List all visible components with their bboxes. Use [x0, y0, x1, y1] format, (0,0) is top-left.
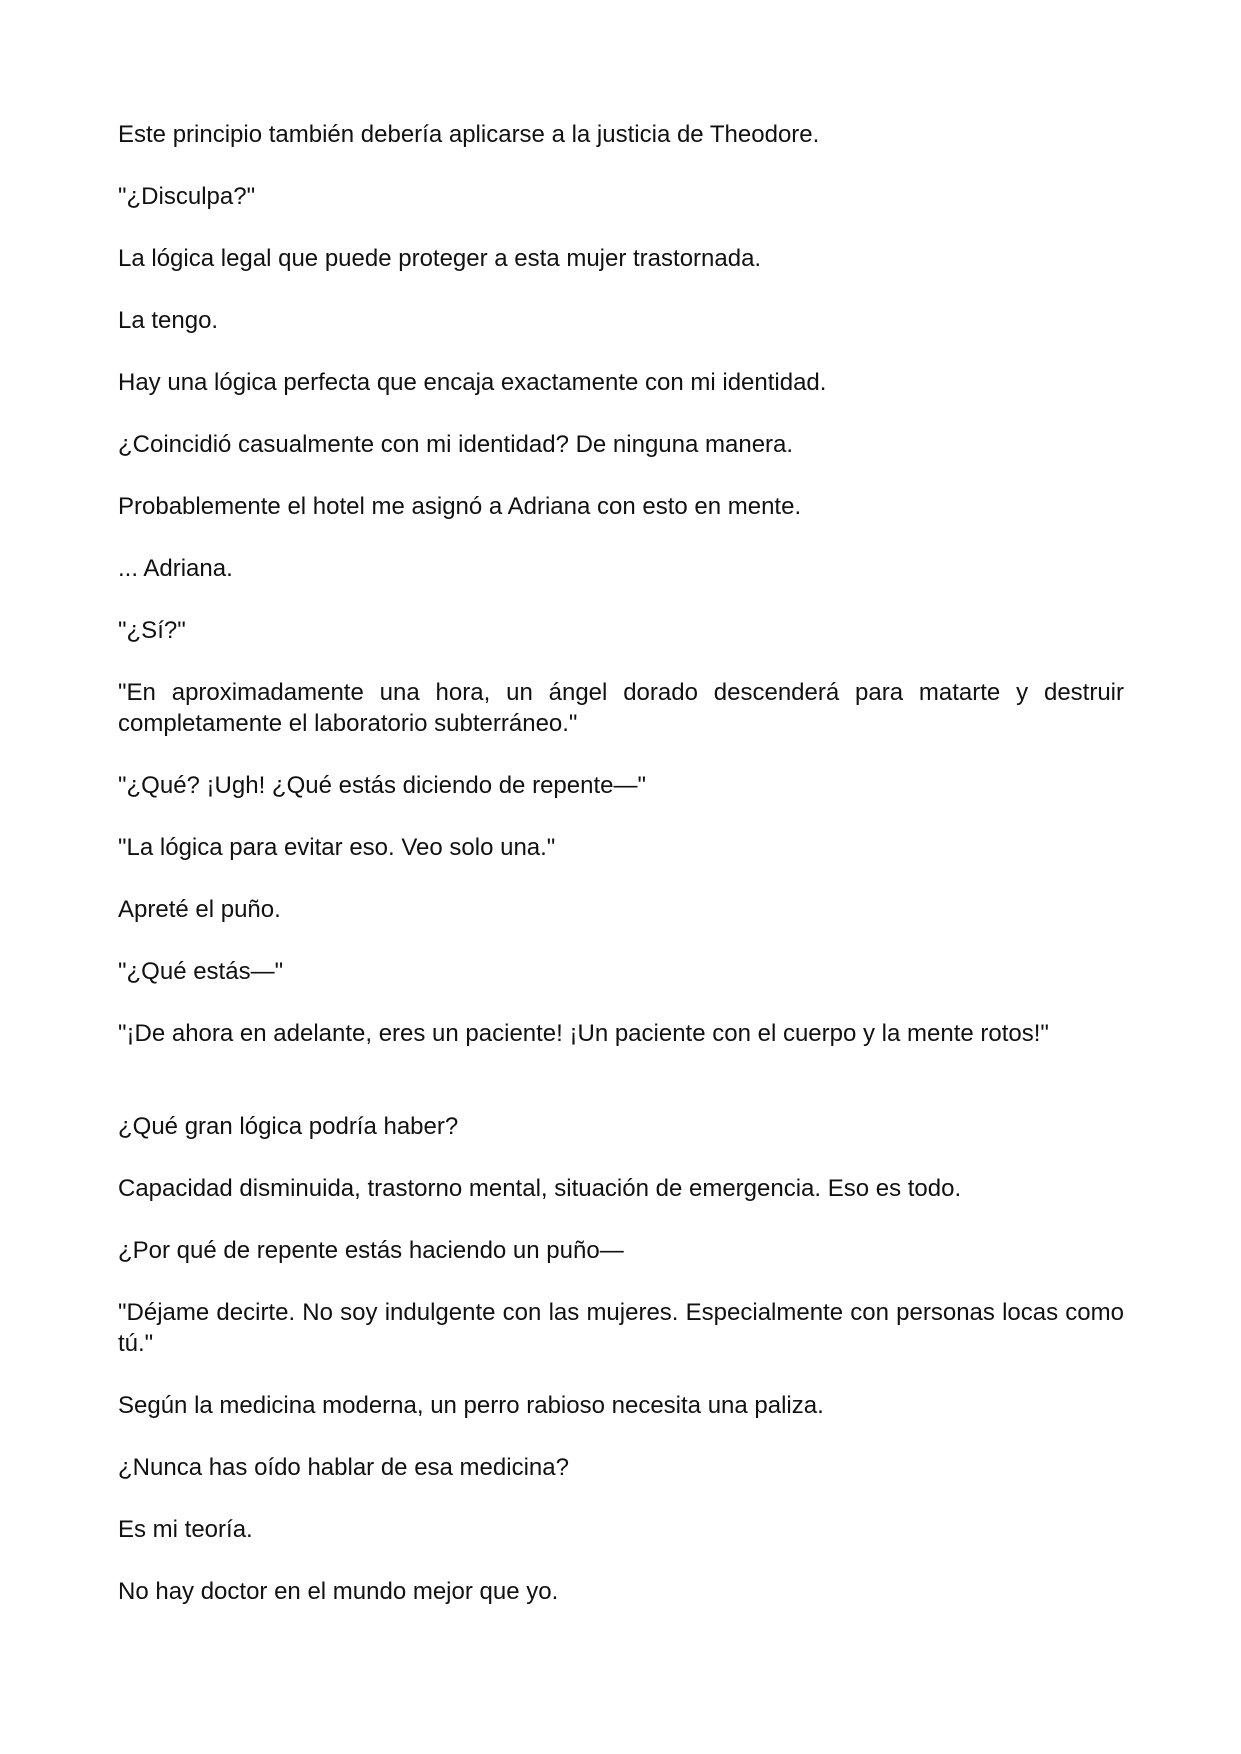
paragraph: "¿Disculpa?" — [118, 183, 256, 210]
paragraph: "Déjame decirte. No soy indulgente con las mujeres. Especialmente con personas locas como tú." — [118, 1299, 1124, 1357]
paragraph: ¿Coincidió casualmente con mi identidad? De ninguna manera. — [118, 431, 794, 458]
paragraph: Es mi teoría. — [118, 1516, 253, 1543]
paragraph: ¿Qué gran lógica podría haber? — [118, 1113, 459, 1140]
paragraph: ¿Nunca has oído hablar de esa medicina? — [118, 1454, 569, 1481]
paragraph: "¿Qué estás—" — [118, 958, 284, 985]
paragraph: Capacidad disminuida, trastorno mental, situación de emergencia. Eso es todo. — [118, 1175, 962, 1202]
paragraph: Este principio también debería aplicarse a la justicia de Theodore. — [118, 121, 820, 148]
paragraph: "¡De ahora en adelante, eres un paciente! ¡Un paciente con el cuerpo y la mente rotos!" — [118, 1020, 1049, 1047]
paragraph: ... Adriana. — [118, 555, 233, 582]
paragraph: La tengo. — [118, 307, 219, 334]
paragraph: Apreté el puño. — [118, 896, 281, 923]
paragraph: ¿Por qué de repente estás haciendo un puño— — [118, 1237, 624, 1264]
paragraph: "¿Qué? ¡Ugh! ¿Qué estás diciendo de repente—" — [118, 772, 646, 799]
paragraph: No hay doctor en el mundo mejor que yo. — [118, 1578, 559, 1605]
paragraph: "La lógica para evitar eso. Veo solo una." — [118, 834, 556, 861]
paragraph: "En aproximadamente una hora, un ángel dorado descenderá para matarte y destruir completamente el laboratorio subterráneo." — [118, 679, 1124, 737]
paragraph: Hay una lógica perfecta que encaja exactamente con mi identidad. — [118, 369, 827, 396]
paragraph: Probablemente el hotel me asignó a Adriana con esto en mente. — [118, 493, 802, 520]
paragraph: La lógica legal que puede proteger a esta mujer trastornada. — [118, 245, 762, 272]
paragraph: Según la medicina moderna, un perro rabioso necesita una paliza. — [118, 1392, 824, 1419]
paragraph: "¿Sí?" — [118, 617, 186, 644]
